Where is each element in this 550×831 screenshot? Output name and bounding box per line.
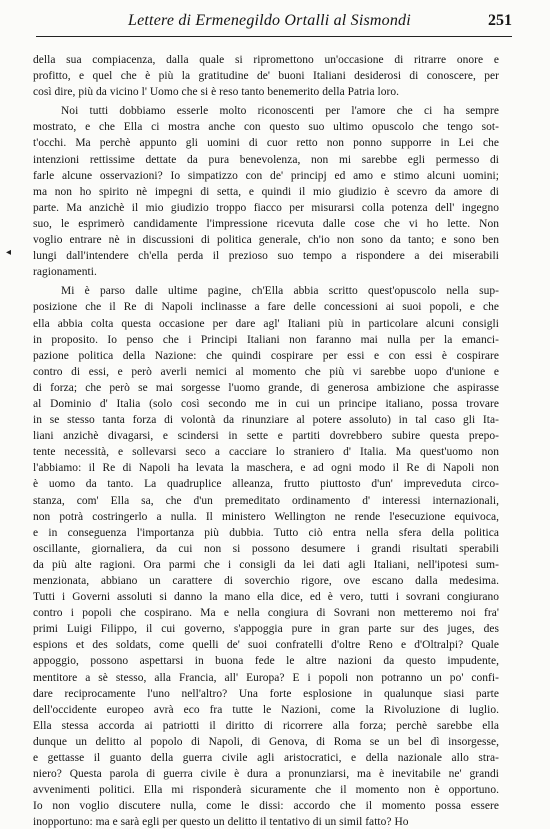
paragraph	[33, 283, 499, 830]
text-line: ragionamenti.	[33, 266, 97, 279]
text-line: della sua compiacenza, dalla quale si ripromettono un'occasione di ritrarre onore e	[33, 54, 499, 66]
text-line: non potrà costringerlo a nulla. Il ministero Wellington ne rende l'esecuzione equivoca,	[33, 510, 499, 523]
margin-marker-icon: ◂	[6, 247, 12, 258]
text-line: mentitore a sè stesso, alla Francia, all' Europa? E i popoli non potranno un po' confi-	[33, 671, 499, 684]
text-line: ma non ho spirito nè impegni di setta, e quindi il mio giudizio è scevro da amore di	[33, 185, 499, 198]
paragraph	[33, 52, 499, 100]
text-line: inopportuno: ma e sarà egli per questo un delitto il tentativo di un simil fatto? Ho	[33, 816, 409, 829]
text-line: farle alcune osservazioni? Io simpatizzo con de' principj ed amo e stimo alcuni uomini;	[33, 169, 499, 182]
text-line: voglio entrare nè in discussioni di politica generale, ch'io non sono da tanto; e sono ben	[33, 234, 499, 247]
text-line: Mi è parso dalle ultime pagine, ch'Ella abbia scritto quest'opuscolo nella sup-	[61, 285, 499, 298]
page-number: 251	[488, 12, 512, 29]
text-line: oscillante, giornaliera, da cui non si possono desumere i grandi risultati sperabili	[33, 542, 499, 555]
text-line: profitto, e quel che è più la gratitudine de' buoni Italiani desiderosi di conoscere, per	[33, 70, 499, 83]
text-line: primi Luigi Filippo, il cui governo, s'appoggia pure in gran parte sur des juges, des	[33, 623, 499, 636]
text-line: tente necessità, e sollevarsi seco a cacciare lo straniero d' Italia. Ma quest'uomo non	[33, 446, 499, 459]
text-line: espions et des soldats, come quelli de' suoi confratelli d'oltre Reno e d'Oltralpi? Quale	[33, 639, 499, 652]
text-line: menzionata, abbiano un carattere di soverchio rigore, ove escano dalla medesima.	[33, 575, 499, 587]
text-line: Io non voglio discutere nulla, come le dissi: accordo che il momento possa essere	[33, 800, 499, 813]
text-line: contro i popoli che cospirano. Ma e nella congiura di Sovrani non metteremo noi fra'	[33, 607, 499, 620]
text-line: e gettasse il guanto della guerra civile agli aristocratici, e della nazionale allo stra-	[33, 752, 499, 765]
text-line: in proposito. Io penso che i Principi Italiani non faranno mai nulla per la emanci-	[33, 333, 499, 346]
text-line: in se stesso tanta forza di volontà da rinunziare al potere assoluto) in tal caso gli Ita-	[33, 414, 499, 427]
text-line: mostrato, e che Ella ci mostra anche con questo suo ultimo opuscolo che tengo sot-	[33, 121, 499, 134]
text-line: appoggio, possono aspettarsi in buona fede le altre nazioni da questo impudente,	[33, 655, 499, 668]
text-line: è uomo da tanto. La quadruplice alleanza, frutto piuttosto d'un' impreveduta circo-	[33, 478, 499, 491]
text-line: dell'occidente europeo avrà eco fra tutte le Nazioni, come la Rivoluzione di luglio.	[33, 703, 499, 716]
text-line: così dire, più da vicino l' Uomo che si è reso tanto benemerito della Patria loro.	[33, 86, 400, 99]
text-line: posizione che il Re di Napoli inclinasse a fare delle concessioni ai suoi popoli, e che	[33, 301, 499, 314]
paragraph	[33, 103, 499, 280]
text-line: intenzioni rettissime dettate da pura benevolenza, non mi sarebbe egli permesso di	[33, 153, 499, 166]
text-line: contro di essi, e però averli nemici al momento che più vi sarebbe uopo d'unione e	[33, 365, 499, 378]
text-line: lungi dall'intendere ch'ella perda il prezioso suo tempo a rispondere a dei miserabili	[33, 250, 499, 263]
text-line: di forza; che però se mai sorgesse l'uomo grande, di generosa ambizione che aspirasse	[33, 381, 499, 394]
text-line: dunque un delitto al popolo di Napoli, di Genova, di Roma se un bel dì insorgesse,	[33, 735, 499, 748]
text-line: avvenimenti politici. Ella mi risponderà sicuramente che il momento non è opportuno.	[33, 784, 499, 797]
text-line: Noi tutti dobbiamo esserle molto riconoscenti per l'amore che ci ha sempre	[61, 105, 499, 118]
text-line: Ella stessa accorda ai patriotti il diritto di ricorrere alla forza; perchè sarebbe ella	[33, 719, 499, 732]
text-line: stanza, com' Ella sa, che d'un premeditato ordinamento d' interessi internazionali,	[33, 494, 499, 507]
header-rule	[36, 36, 512, 37]
text-line: suo, le esprimerò candidamente l'impressione ricevuta dalle cose che vi ho lette. Non	[33, 217, 499, 230]
text-line: t'occhi. Ma perchè appunto gli uomini di cuor retto non ponno supporre in Lei che	[33, 137, 499, 150]
running-header	[36, 12, 512, 34]
text-line: Tutti i Governi assoluti si danno la mano ella dice, ed è vero, tutti i sovrani congiurano	[33, 591, 499, 604]
running-title: Lettere di Ermenegildo Ortalli al Sismondi	[128, 12, 411, 29]
text-line: da più alte ragioni. Ora parmi che i consigli da lei dati agli Italiani, nell'ipotesi sum-	[33, 558, 499, 571]
text-line: parte. Ma anzichè il mio giudizio troppo fiacco per misurarsi colla potenza dell' ingegno	[33, 201, 499, 214]
body-text	[33, 52, 499, 831]
text-line: niero? Questa parola di guerra civile è dura a pronunziarsi, ma è inevitabile ne' grandi	[33, 768, 499, 781]
text-line: liani anzichè divagarsi, e scindersi in sette e partiti dovrebbero subire questa prepo-	[33, 430, 499, 443]
text-line: dare reciprocamente l'uno nell'altro? Una forte esplosione in qualunque siasi parte	[33, 687, 499, 700]
text-line: pazione politica della Nazione: che quindi cospirare per essi e con essi è cospirare	[33, 349, 499, 362]
text-line: al Dominio d' Italia (solo così secondo me in cui un principe italiano, possa trovare	[33, 397, 499, 410]
text-line: l'abbiamo: il Re di Napoli ha levata la maschera, e ad ogni modo il Re di Napoli non	[33, 462, 499, 475]
text-line: ella abbia colta questa occasione per dare agl' Italiani più in particolare alcuni consigli	[33, 317, 499, 330]
text-line: e in conseguenza l'importanza più dubbia. Tutto ciò entra nella sfera della politica	[33, 526, 499, 539]
